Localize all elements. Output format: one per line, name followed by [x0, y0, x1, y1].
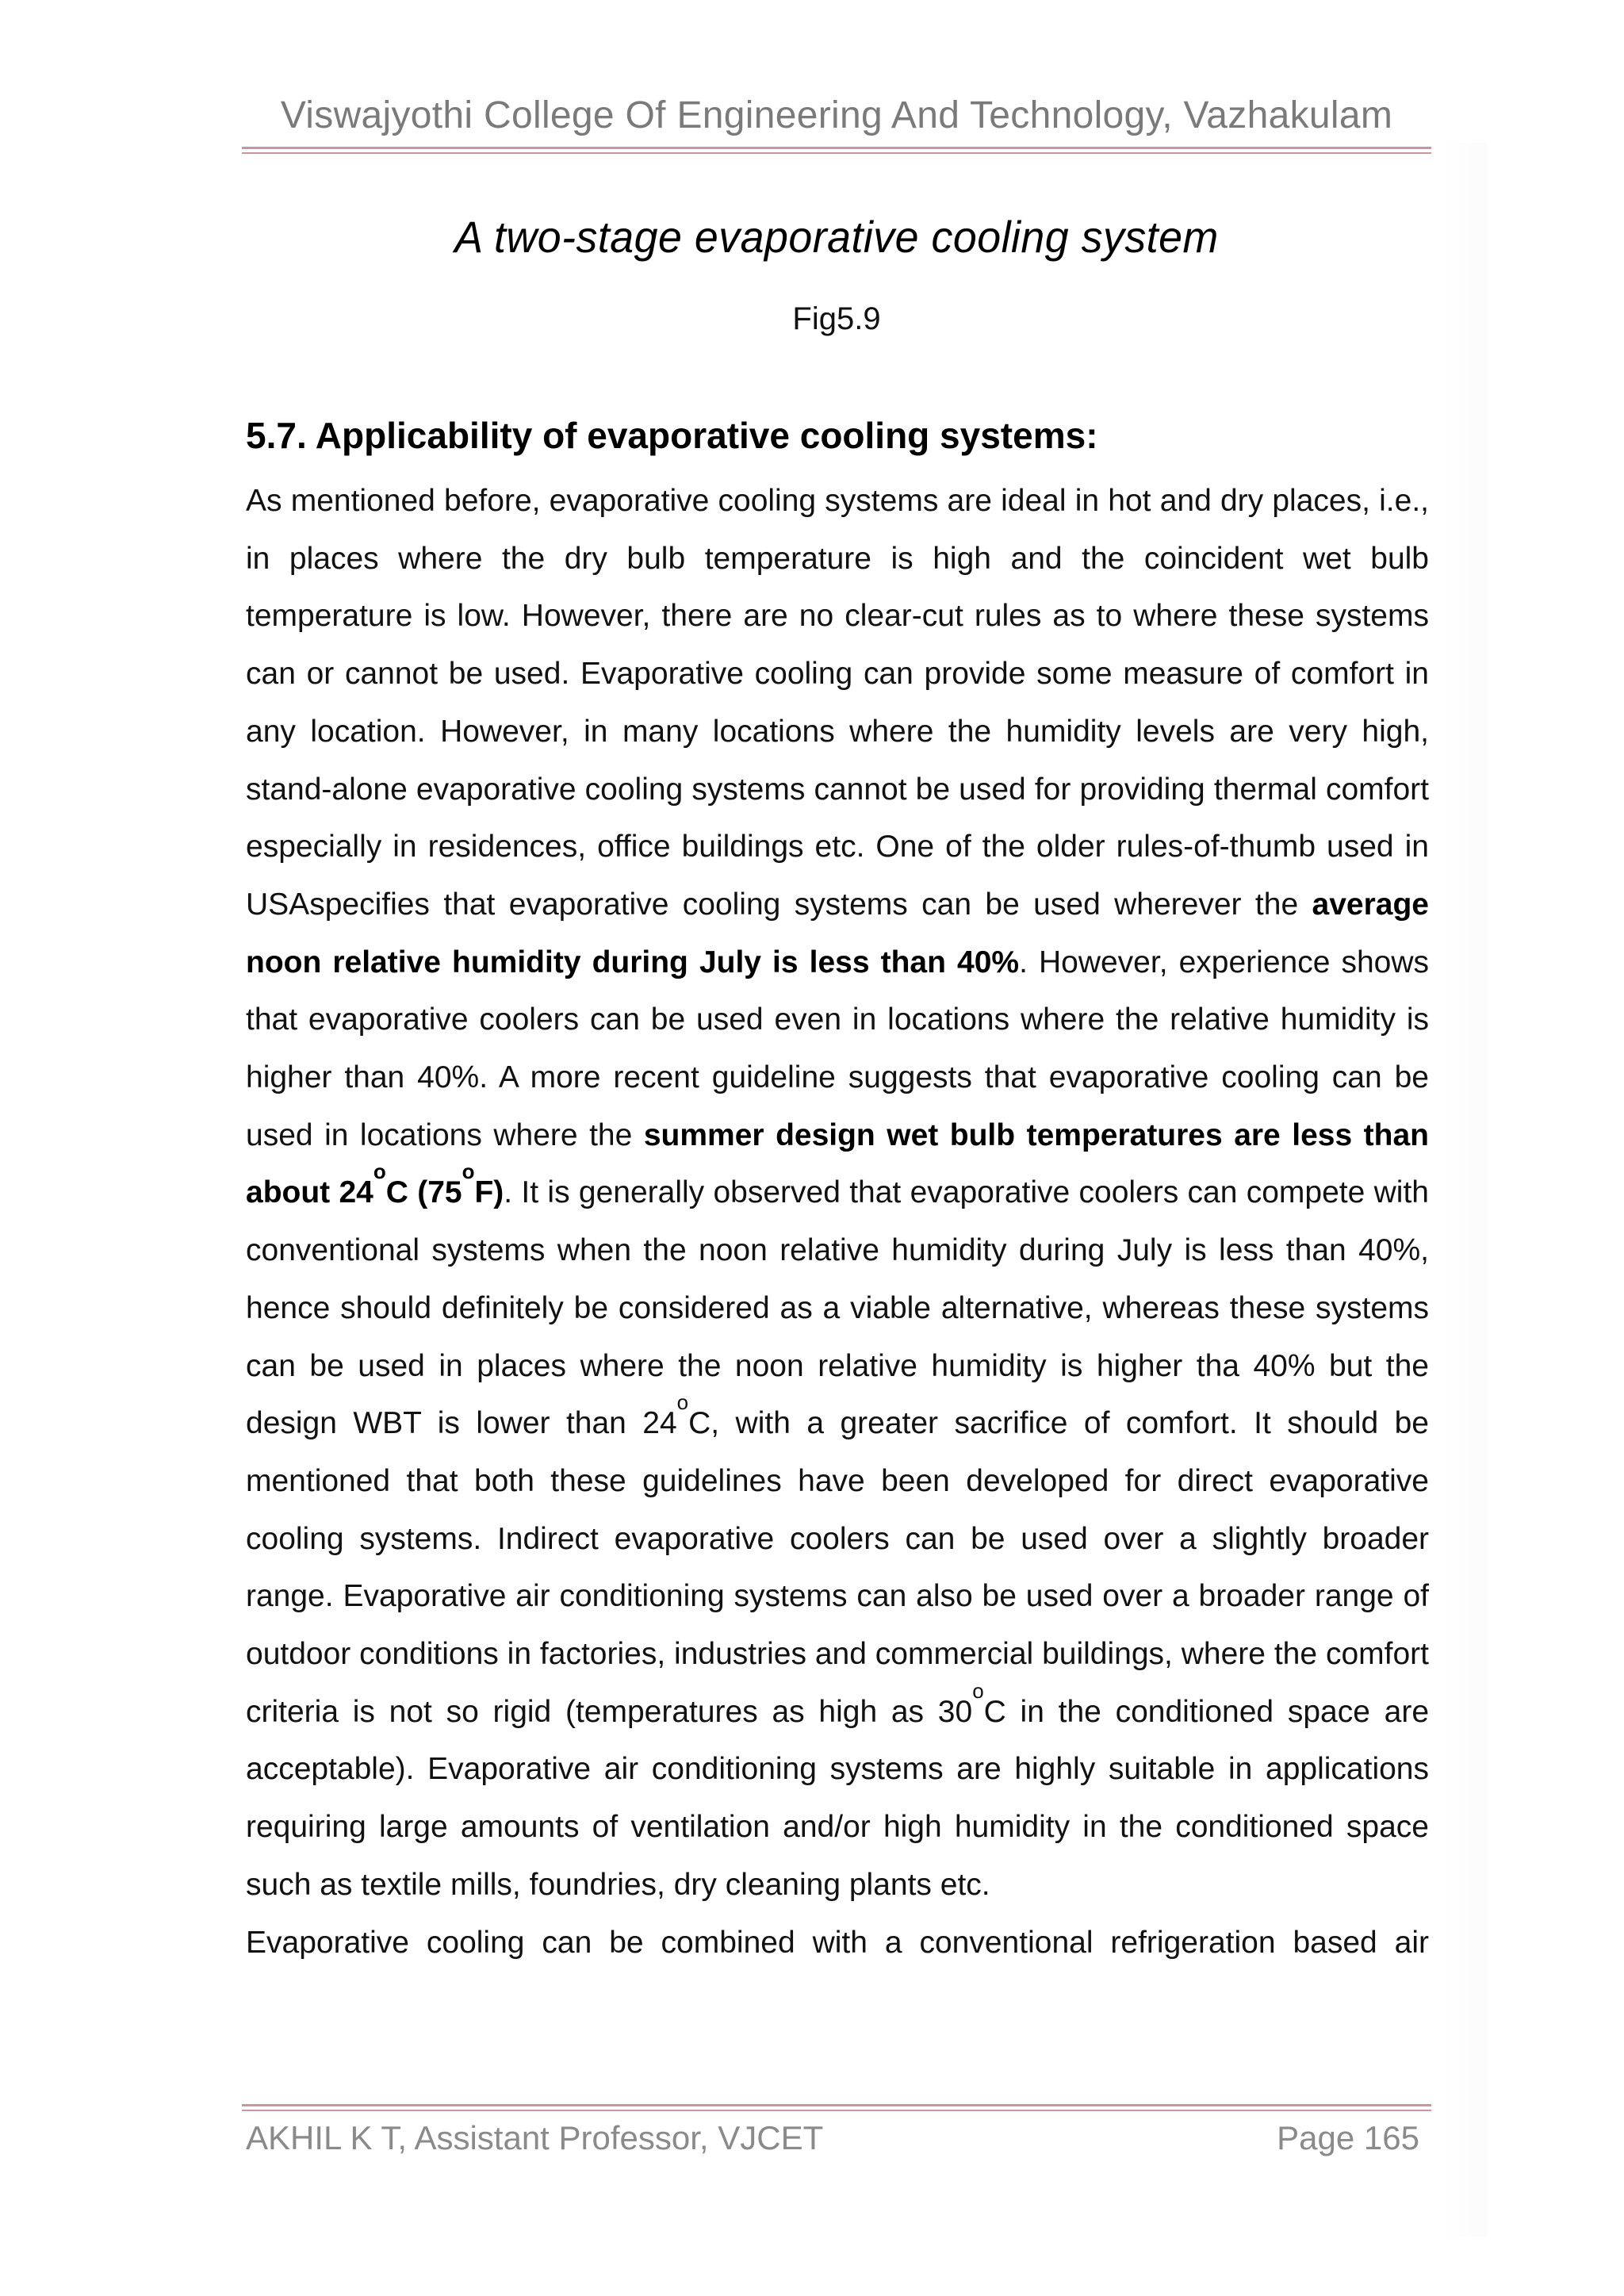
footer-rule-thin: [242, 2110, 1431, 2111]
bold-run-humidity: average noon relative humidity during July is less than 40%: [246, 887, 1429, 979]
text-run: C in the conditioned space are acceptable). Evaporative air conditioning systems are highly suitable in applications requiring large amounts of ventilation and/or high humidity in the conditioned space such as textile mills, foundries, dry cleaning plants etc.: [246, 1694, 1430, 1902]
text-run: . However, experience shows that evaporative coolers can be used even in locations where the relative humidity is higher than 40%. A more recent guideline suggests that evaporative cooling can be used in locations where the: [246, 945, 1430, 1152]
page-edge-shade: [1439, 143, 1487, 2237]
text-run: C, with a greater sacrifice of comfort. It should be mentioned that both these guidelines have been developed for direct evaporative cooling systems. Indirect evaporative coolers can be used over a slightly broader range. Evaporative air conditioning systems can also be used over a broader range of outdoor conditions in factories, industries and commercial buildings, where the comfort criteria is not so rigid (temperatures as high as 30: [246, 1406, 1429, 1729]
text-run: . It is generally observed that evaporative coolers can compete with conventional systems when the noon relative humidity during July is less than 40%, hence should definitely be considered as a viable alternative, whereas these systems can be used in places where the noon relative humidity is higher tha 40% but the design WBT is lower than 24: [246, 1175, 1429, 1441]
footer-page-number: Page 165: [1277, 2119, 1419, 2156]
paragraph-combined: Evaporative cooling can be combined with a conventional refrigeration based air: [246, 1925, 1429, 1960]
paragraph-applicability: [246, 473, 1429, 1915]
body-text: [246, 473, 1429, 1972]
header-rule: [242, 147, 1431, 149]
section-heading: 5.7. Applicability of evaporative cooling systems:: [246, 415, 1098, 456]
degree-symbol: o: [676, 1390, 689, 1415]
degree-symbol: o: [462, 1159, 475, 1184]
text-run: F): [474, 1175, 504, 1210]
footer-author: AKHIL K T, Assistant Professor, VJCET: [246, 2119, 824, 2156]
figure-caption: Fig5.9: [792, 301, 881, 336]
degree-symbol: o: [373, 1159, 386, 1184]
text-run: C (75: [385, 1175, 462, 1210]
figure-title: A two-stage evaporative cooling system: [454, 212, 1219, 262]
text-run: summer design wet bulb temperatures are less than about 24: [246, 1117, 1429, 1210]
text-run: As mentioned before, evaporative cooling systems are ideal in hot and dry places, i.e., in places where the dry bulb temperature is high and the coincident wet bulb temperature is low. However, there are no clear-cut rules as to where these systems can or cannot be used. Evaporative cooling can provide some measure of comfort in any location. However, in many locations where the humidity levels are very high, stand-alone evaporative cooling systems cannot be used for providing thermal comfort especially in residences, office buildings etc. One of the older rules-of-thumb used in USAspecifies that evaporative cooling systems can be used wherever the: [246, 484, 1429, 922]
page-header: Viswajyothi College Of Engineering And Technology, Vazhakulam: [280, 94, 1393, 136]
degree-symbol: o: [972, 1678, 984, 1703]
footer-rule: [242, 2104, 1431, 2106]
header-rule-thin: [242, 152, 1431, 154]
